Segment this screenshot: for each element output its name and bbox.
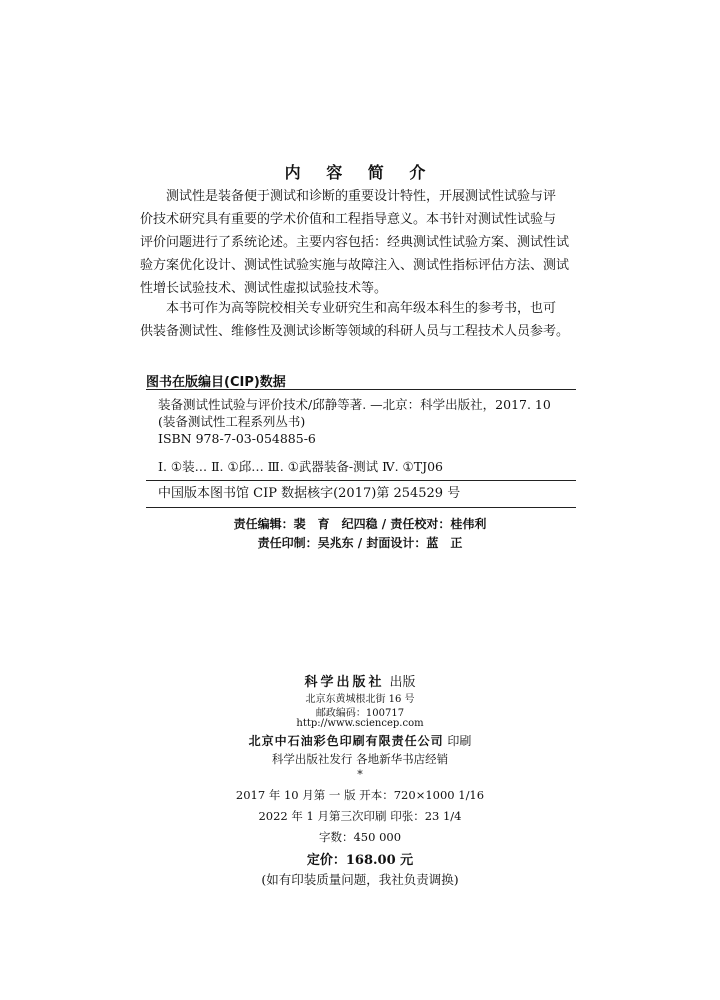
publisher-url: http://www.sciencep.com xyxy=(296,718,424,729)
cip-divider-top xyxy=(146,389,576,390)
summary-line: 评价问题进行了系统论述。主要内容包括：经典测试性试验方案、测试性试 xyxy=(140,235,570,250)
cip-classification: Ⅰ. ①装… Ⅱ. ①邱… Ⅲ. ①武器装备-测试 Ⅳ. ①TJ06 xyxy=(158,459,443,474)
printer-name: 北京中石油彩色印刷有限责任公司 xyxy=(248,734,444,748)
publisher-line xyxy=(0,671,720,690)
summary-line: 性增长试验技术、测试性虚拟试验技术等。 xyxy=(140,281,388,296)
summary-line: 本书可作为高等院校相关专业研究生和高年级本科生的参考书，也可 xyxy=(166,301,557,316)
summary-line: 供装备测试性、维修性及测试诊断等领域的科研人员与工程技术人员参考。 xyxy=(140,324,570,339)
cip-isbn: ISBN 978-7-03-054885-6 xyxy=(158,431,316,446)
summary-paragraph-2 xyxy=(140,297,580,343)
summary-line: 验方案优化设计、测试性试验实施与故障注入、测试性指标评估方法、测试 xyxy=(140,258,570,273)
printing-line: 2022 年 1 月第三次印刷 印张：23 1/4 xyxy=(258,809,462,823)
cip-series-line: (装备测试性工程系列丛书) xyxy=(158,414,306,429)
separator-star: * xyxy=(357,768,363,781)
wordcount-line: 字数：450 000 xyxy=(318,830,402,844)
cip-heading: 图书在版编目(CIP)数据 xyxy=(146,375,286,390)
publisher-address: 北京东黄城根北街 16 号 xyxy=(305,694,415,705)
summary-title: 内 容 简 介 xyxy=(284,163,436,182)
summary-line: 价技术研究具有重要的学术价值和工程指导意义。本书针对测试性试验与 xyxy=(140,212,557,227)
price: 定价：168.00 元 xyxy=(306,853,414,868)
cip-approval: 中国版本图书馆 CIP 数据核字(2017)第 254529 号 xyxy=(158,486,461,501)
summary-line: 测试性是装备便于测试和诊断的重要设计特性，开展测试性试验与评 xyxy=(166,189,557,204)
quality-notice: (如有印装质量问题，我社负责调换) xyxy=(261,872,459,887)
publisher-name: 科学出版社 xyxy=(304,675,385,690)
printer-suffix: 印刷 xyxy=(447,734,472,748)
edition-line: 2017 年 10 月第 一 版 开本：720×1000 1/16 xyxy=(235,788,485,802)
cip-divider-bottom xyxy=(146,507,576,508)
publisher-postcode: 邮政编码：100717 xyxy=(315,708,405,719)
credits-line-2: 责任印制：吴兆东 / 封面设计：蓝 正 xyxy=(257,536,463,550)
summary-paragraph-1 xyxy=(140,185,580,300)
credits-line-1: 责任编辑：裴 育 纪四稳 / 责任校对：桂伟利 xyxy=(233,517,487,531)
cip-divider-middle xyxy=(146,480,576,481)
publisher-suffix: 出版 xyxy=(389,675,416,690)
distribution-line: 科学出版社发行 各地新华书店经销 xyxy=(271,752,449,766)
cip-bibliographic-line: 装备测试性试验与评价技术/邱静等著. —北京：科学出版社，2017. 10 xyxy=(158,397,551,412)
printer-line xyxy=(0,732,720,749)
